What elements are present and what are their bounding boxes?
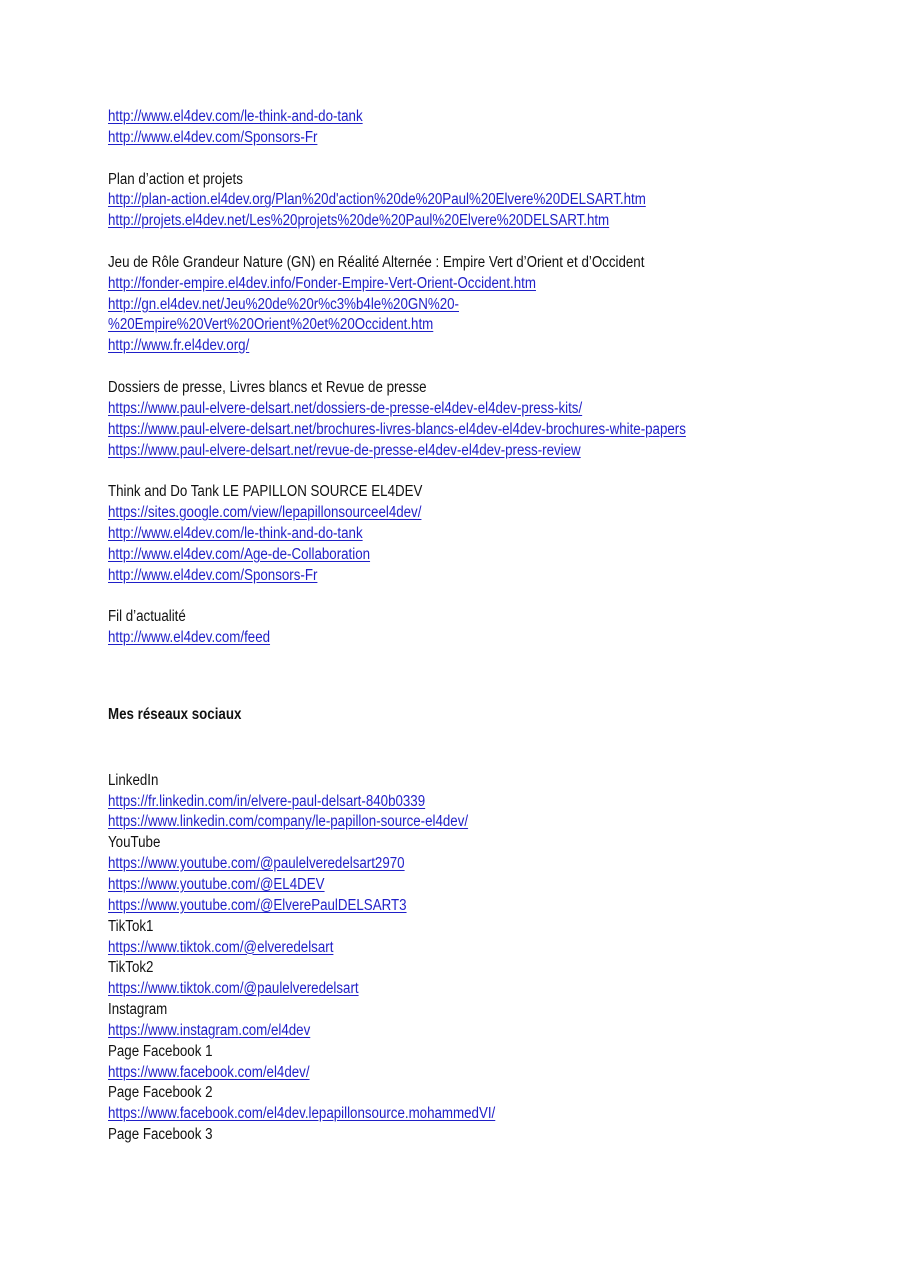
- link-youtube-2[interactable]: https://www.youtube.com/@EL4DEV: [108, 876, 325, 893]
- link-linkedin-profile[interactable]: https://fr.linkedin.com/in/elvere-paul-delsart-840b0339: [108, 792, 426, 810]
- link-sponsors-2[interactable]: http://www.el4dev.com/Sponsors-Fr: [108, 566, 318, 584]
- link-age-collaboration[interactable]: http://www.el4dev.com/Age-de-Collaboration: [108, 545, 371, 563]
- section-title-think: Think and Do Tank LE PAPILLON SOURCE EL4DEV: [108, 483, 423, 501]
- network-label-facebook-3: Page Facebook 3: [108, 1126, 213, 1144]
- link-sponsors[interactable]: http://www.el4dev.com/Sponsors-Fr: [108, 128, 318, 146]
- spacer: [108, 461, 888, 482]
- link-gn-part1[interactable]: http://gn.el4dev.net/Jeu%20de%20r%c3%b4le%20GN%20-: [108, 295, 460, 313]
- link-facebook-1[interactable]: https://www.facebook.com/el4dev/: [108, 1063, 310, 1081]
- spacer: [108, 149, 888, 170]
- link-think-and-do-tank[interactable]: http://www.el4dev.com/le-think-and-do-tank: [108, 108, 363, 125]
- link-plan-action[interactable]: http://plan-action.el4dev.org/Plan%20d'action%20de%20Paul%20Elvere%20DELSART.htm: [108, 191, 646, 209]
- section-title-plan: Plan d’action et projets: [108, 170, 243, 188]
- link-youtube-1[interactable]: https://www.youtube.com/@paulelveredelsart2970: [108, 855, 405, 873]
- link-google-site[interactable]: https://sites.google.com/view/lepapillonsourceel4dev/: [108, 504, 422, 522]
- spacer: [108, 586, 888, 607]
- link-fonder-empire[interactable]: http://fonder-empire.el4dev.info/Fonder-Empire-Vert-Orient-Occident.htm: [108, 274, 536, 292]
- spacer: [108, 726, 888, 771]
- link-think-and-do-tank-2[interactable]: http://www.el4dev.com/le-think-and-do-tank: [108, 524, 363, 542]
- network-label-instagram: Instagram: [108, 1001, 168, 1019]
- link-linkedin-company[interactable]: https://www.linkedin.com/company/le-papillon-source-el4dev/: [108, 813, 469, 831]
- link-tiktok-2[interactable]: https://www.tiktok.com/@paulelveredelsart: [108, 980, 359, 998]
- spacer: [108, 232, 888, 253]
- spacer: [108, 357, 888, 378]
- link-gn-part2[interactable]: %20Empire%20Vert%20Orient%20et%20Occident.htm: [108, 316, 434, 334]
- network-label-tiktok2: TikTok2: [108, 959, 154, 977]
- network-label-tiktok1: TikTok1: [108, 917, 154, 935]
- section-heading-reseaux: Mes réseaux sociaux: [108, 705, 242, 723]
- link-youtube-3[interactable]: https://www.youtube.com/@ElverePaulDELSART3: [108, 896, 407, 914]
- section-title-jeu: Jeu de Rôle Grandeur Nature (GN) en Réalité Alternée : Empire Vert d’Orient et d’Occident: [108, 253, 645, 271]
- section-title-presse: Dossiers de presse, Livres blancs et Revue de presse: [108, 378, 427, 396]
- network-label-linkedin: LinkedIn: [108, 771, 159, 789]
- spacer: [108, 649, 888, 705]
- link-revue-presse[interactable]: https://www.paul-elvere-delsart.net/revue-de-presse-el4dev-el4dev-press-review: [108, 441, 581, 459]
- link-tiktok-1[interactable]: https://www.tiktok.com/@elveredelsart: [108, 938, 334, 956]
- link-brochures[interactable]: https://www.paul-elvere-delsart.net/brochures-livres-blancs-el4dev-el4dev-brochures-white-papers: [108, 420, 686, 438]
- link-feed[interactable]: http://www.el4dev.com/feed: [108, 629, 271, 647]
- link-fr-el4dev[interactable]: http://www.fr.el4dev.org/: [108, 337, 250, 355]
- network-label-facebook-1: Page Facebook 1: [108, 1042, 213, 1060]
- link-facebook-2[interactable]: https://www.facebook.com/el4dev.lepapillonsource.mohammedVI/: [108, 1105, 496, 1123]
- link-projets[interactable]: http://projets.el4dev.net/Les%20projets%20de%20Paul%20Elvere%20DELSART.htm: [108, 212, 610, 230]
- document-page: [108, 107, 888, 1146]
- network-label-youtube: YouTube: [108, 834, 161, 852]
- section-title-fil: Fil d’actualité: [108, 608, 186, 626]
- link-instagram[interactable]: https://www.instagram.com/el4dev: [108, 1021, 311, 1039]
- network-label-facebook-2: Page Facebook 2: [108, 1084, 213, 1102]
- link-dossiers-presse[interactable]: https://www.paul-elvere-delsart.net/dossiers-de-presse-el4dev-el4dev-press-kits/: [108, 399, 583, 417]
